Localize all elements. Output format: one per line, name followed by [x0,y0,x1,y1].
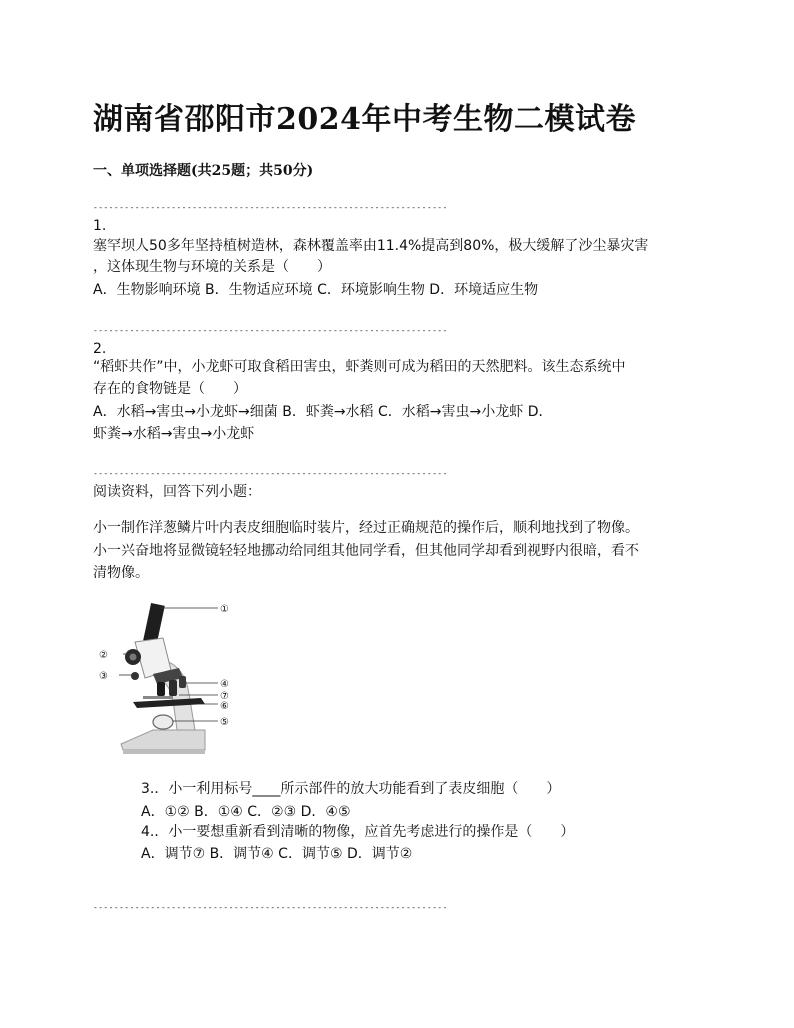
reading-passage-line-2: 小一兴奋地将显微镜轻轻地挪动给同组其他同学看，但其他同学却看到视野内很暗，看不 [93,543,639,559]
page-title: 湖南省邵阳市2024年中考生物二模试卷 [93,102,636,137]
question-3-options: A．①② B．①④ C．②③ D．④⑤ [141,804,351,820]
label-5: ⑤ [220,717,229,728]
reading-intro: 阅读资料，回答下列小题： [93,484,261,500]
question-4-options: A．调节⑦ B．调节④ C．调节⑤ D．调节② [141,846,413,862]
question-3-stem: 3.．小一利用标号____所示部件的放大功能看到了表皮细胞（ ） [141,781,561,797]
label-7: ⑦ [220,691,229,702]
divider-line: -------------------------------------------------------------------- [93,326,448,335]
microscope-base [121,730,205,750]
label-4: ④ [220,679,229,690]
question-2-stem: “稻虾共作”中，小龙虾可取食稻田害虫，虾粪则可成为稻田的天然肥料。该生态系统中 [93,359,626,375]
section-heading: 一、单项选择题(共25题；共50分) [93,163,314,179]
divider-line: -------------------------------------------------------------------- [93,203,448,212]
question-2-options-cont: 虾粪→水稻→害虫→小龙虾 [93,426,255,442]
divider-line: -------------------------------------------------------------------- [93,903,448,912]
question-2-stem-cont: 存在的食物链是（ ） [93,381,247,397]
question-1-stem-cont: ，这体现生物与环境的关系是（ ） [93,259,331,275]
fine-focus-knob [131,672,139,680]
question-1-stem: 塞罕坝人50多年坚持植树造林，森林覆盖率由11.4%提高到80%，极大缓解了沙尘暴灾害 [93,238,649,254]
divider-line: -------------------------------------------------------------------- [93,469,448,478]
label-3: ③ [99,671,108,682]
question-1-options: A．生物影响环境 B．生物适应环境 C．环境影响生物 D．环境适应生物 [93,282,539,298]
question-2-options: A．水稻→害虫→小龙虾→细菌 B．虾粪→水稻 C．水稻→害虫→小龙虾 D． [93,404,553,420]
label-1: ① [220,604,229,615]
question-1-number: 1. [93,218,107,234]
stage-clip [143,696,173,699]
reading-passage-line-1: 小一制作洋葱鳞片叶内表皮细胞临时装片，经过正确规范的操作后，顺利地找到了物像。 [93,520,639,536]
objective-lens [179,676,186,688]
microscope-stage [133,698,205,708]
reading-passage-line-3: 清物像。 [93,565,149,581]
objective-lens [157,682,165,696]
microscope-figure [93,598,243,763]
microscope-eyepiece [143,603,165,643]
label-6: ⑥ [220,701,229,712]
objective-lens [169,680,177,696]
question-4-stem: 4.．小一要想重新看到清晰的物像，应首先考虑进行的操作是（ ） [141,824,575,840]
label-2: ② [99,650,108,661]
microscope-mirror [153,715,173,729]
question-2-number: 2. [93,341,107,357]
